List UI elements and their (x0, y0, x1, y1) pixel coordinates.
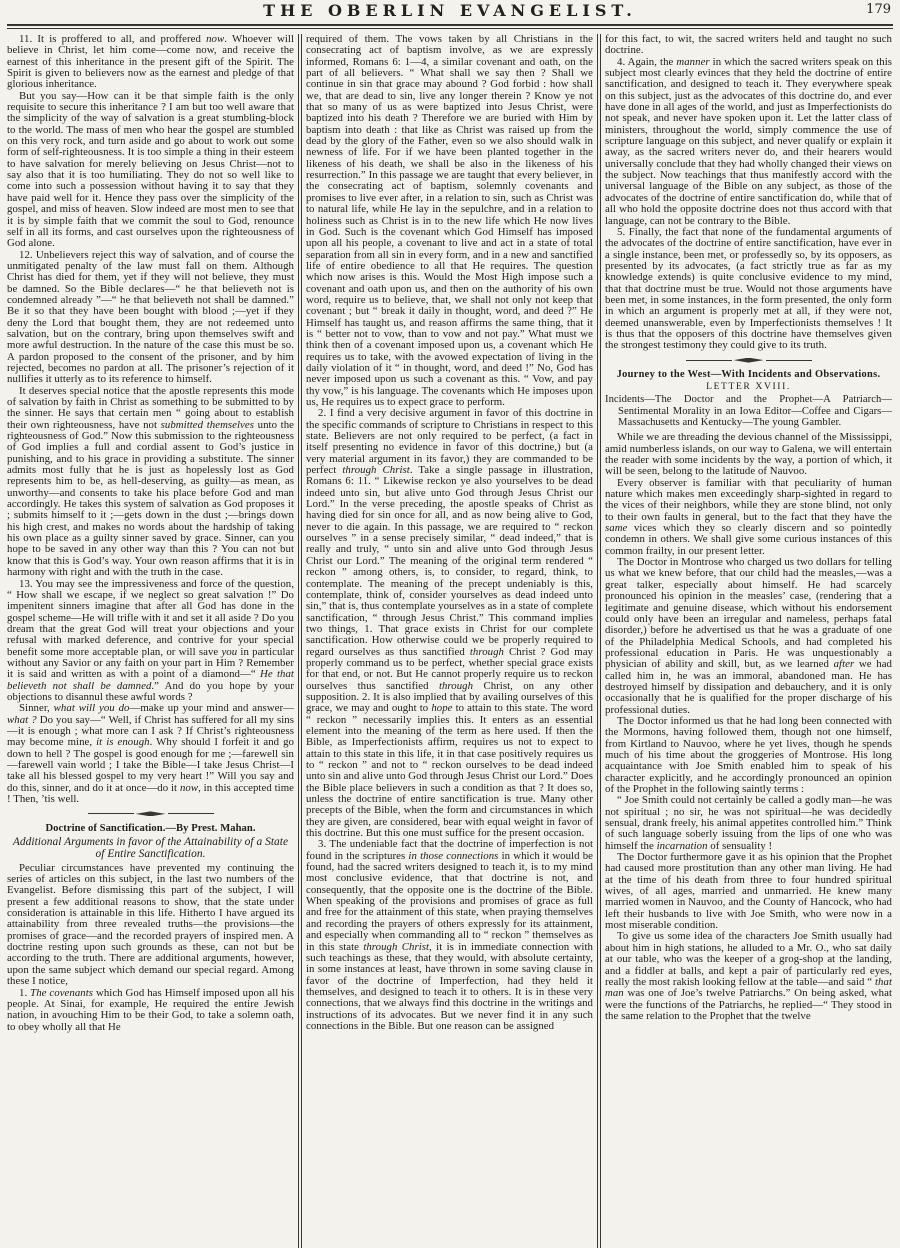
masthead (7, 2, 893, 20)
paragraph: While we are threading the devious channel of the Mississippi, amid numberless islands, on our way to Galena, we will entertain the reader with some incidents by the way, a portion of which, it will be seen, belong to the latitude of Nauvoo. (605, 431, 892, 478)
paragraph: “ Joe Smith could not certainly be called a godly man—he was not spiritual ; no sir, he was not spiritual—he was decidedly sensual, drank freely, his animal appetites controlled him.” Think of such language soberly issuing from the lips of one who was himself the incarnation of sensuality ! (605, 794, 892, 852)
divider-diamond-icon (734, 358, 764, 363)
paragraph: To give us some idea of the characters Joe Smith usually had about him in high stations, he alluded to a Mr. O., who sat daily at our table, who was the keeper of a grog-shop at the landing, and a fiddler at balls, and kept a pair of particularly red eyes, really the most rakish looking fellow at the table—and said “ that man was one of Joe’s twelve Patriarchs.” On being asked, what were the functions of the Patriarchs, he replied—“ They stood in the same relation to the Prophet that the twelve (605, 930, 892, 1022)
letter-heading: LETTER XVIII. (706, 380, 791, 392)
column-3 (605, 34, 892, 1248)
divider-line (686, 360, 732, 361)
page-number: 179 (866, 2, 891, 17)
section-divider (7, 807, 294, 820)
divider-line (88, 813, 134, 814)
paragraph: required of them. The vows taken by all Christians in the consecrating act of baptism involve, as we are expressly informed, Romans 6: 1—4, a similar covenant and oath, on the part of all believers. “ What shall we say then ? Shall we continue in sin that grace may abound ? God forbid : how shall we, that are dead to sin, live any longer therein ? Know ye not that so many of us as were baptized into Jesus Christ, were baptized into his death ? Therefore we are buried with Him by baptism into death : that like as Christ was raised up from the dead by the glory of the Father, even so we also should walk in newness of life. For if we have been planted together in the likeness of his death, we shall be also in the likeness of his resurrection.” In this passage we are taught that every believer, in the consecrating act of baptism, solemnly covenants and promises to live ever after, in a relation to sin, such as Christ was to natural life, while He lay in the sepulchre, and in a relation to holiness such as Christ is in to the new life which He now lives in God. Such is the covenant which God Himself has imposed upon all his people, a covenant to live and act in a state of total separation from all sin in every form, and in a new and sanctified life of entire obedience to all that He requires. The question which now arises is this. Would the Most High impose such a covenant and oath upon us, and then on the authority of his own word, require us to believe, that, we shall not only not keep that covenant ; but “ break it daily in thought, word, and deed ?” He Himself has taught us, and reason affirms the same thing, that it is “ better not to vow, than to vow and not pay.” What must we think then of a covenant imposed upon us, a covenant which He requires us to take, with the avowed expectation of living in the daily violation of it “ in thought, word, and deed !” No, God has never imposed upon us such a covenant as this. “ Vow, and pay thy vow,” is his language. The covenants which He imposes upon us, He requires us to expect grace to perform. (306, 34, 593, 408)
article-summary: Incidents—The Doctor and the Prophet—A Patriarch—Sentimental Morality in an Iowa Editor—Coffee and Cigars—Massachusetts and Kentucky—The young Gambler. (605, 394, 892, 428)
paragraph: for this fact, to wit, the sacred writers held and taught no such doctrine. (605, 34, 892, 57)
paragraph: 5. Finally, the fact that none of the fundamental arguments of the advocates of the doctrine of entire sanctification, have ever in a single instance, been met, or professedly so, by its opposers, as presented by its advocates, (a fact strictly true as far as my knowledge extends) is quite conclusive evidence to my mind, that that doctrine must be true. Would not those arguments have been met, in some instances, in the form presented, the only form in which an argument is properly met at all, if they were not, deemed unanswerable, even by Imperfectionists themselves ! It is thus that the opposers of this doctrine have themselves given the strongest testimony they could give to its truth. (605, 225, 892, 352)
paragraph: The Doctor in Montrose who charged us two dollars for telling us what we knew before, that our child had the measles,—was a great talker, especially about himself. He had scarcely pronounced his opinion in the measles’ case, (rendering that a legitimate and genuine disease, which without his endorsement could only have been an irregular and nameless, perhaps fatal disorder,) before he advertised us that he was a graduate of one of the Philadelphia Medical Schools, and had completed his professional education in Paris. He was unquestionably a physician of ability and skill, but, as we learned after we had called him in, he was an immoral, abandoned man. He has destroyed himself by dissipation and debauchery, and it is only occasionally that he is qualified for the proper discharge of his professional duties. (605, 556, 892, 716)
column-rule (597, 34, 601, 1248)
column-2 (306, 34, 593, 1248)
paragraph: The Doctor furthermore gave it as his opinion that the Prophet had caused more prostitution than any other man living. He had at the time of his death from three to four hundred spiritual wives, of all ages, married and unmarried. He knew many married women in Nauvoo, and the County of Hancock, who had left their husbands to live with Joe Smith, who were now in a most miserable condition. (605, 851, 892, 932)
divider-line (766, 360, 812, 361)
paragraph: Every observer is familiar with that peculiarity of human nature which makes men exceedingly sharp-sighted in regard to the vices of their neighbors, while they are stone blind, not only to their own faults in general, but to the fact that they have the same vices which they so clearly discern and so pointedly condemn in others. We shall give some curious instances of this common frailty, in our present letter. (605, 476, 892, 557)
column-rule (298, 34, 302, 1248)
page-title: THE OBERLIN EVANGELIST. (263, 1, 637, 20)
masthead-double-rule (7, 24, 893, 29)
divider-diamond-icon (136, 811, 166, 816)
section-subheading: Additional Arguments in favor of the Attainability of a State of Entire Sanctification. (12, 835, 289, 861)
column-layout (7, 34, 893, 1248)
paragraph: It deserves special notice that the apostle represents this mode of salvation by faith in Christ as something to be submitted to by the sinner. He says that certain men “ going about to establish their own righteousness, have not submitted themselves unto the righteousness of God.” Now this submission to the righteousness of God implies a full and cordial assent to God’s justice in punishing, and to his grace in providing a substitute. The sinner admits most fully that he is just as hopelessly lost as God represents him to be, as hell-deserving, as guilty—as mean, as unworthy—and consents to take his place before God and man accordingly. He takes this system of salvation as God proposes it ; submits himself to it ;—gets down in the dust ;—brings down his high crest, and makes no words about the hardship of taking his own place as a guilty sinner saved by grace. Sinner, can you hope to be saved in any other way than this ? You can not but know that this is God’s way. Your own reason affirms that it is in harmony with right and with the truth in the case. (7, 384, 294, 579)
paragraph: The Doctor informed us that he had long been connected with the Mormons, having followed them, though not one himself, from Kirtland to Nauvoo, where he yet lives, though he spends much of his time about the groggeries of Montrose. His long acquaintance with Joe Smith enabled him to speak of his character explicitly, and he accordingly pronounced an opinion of the Prophet in the following saintly terms : (605, 714, 892, 795)
paragraph: 2. I find a very decisive argument in favor of this doctrine in the specific commands of scripture to Christians in respect to this state. Believers are not only required to be perfect, (a fact in itself presenting no evidence in favor of this doctrine,) but (a very material argument in its favor,) they are commanded to be perfect through Christ. Take a single passage in illustration, Romans 6: 11. “ Likewise reckon ye also yourselves to be dead indeed unto sin, but alive unto God through Jesus Christ our Lord.” In the verse preceding, the apostle speaks of Christ as having died for sin once for all, and as now being alive to God, never to die again. In this passage, we are required to “ reckon ourselves ” in a sense precisely similar, “ dead indeed,” that is really and truly, “ unto sin and alive unto God through Jesus Christ our Lord.” The meaning of the original term rendered “ reckon ” among others, is, to consider, to regard, think, to contemplate. The meaning of the precept undeniably is this, contemplate, think of, consider yourselves as dead indeed unto sin,” that is, thus contemplate yourselves as in a state of complete sanctification, “ through Jesus Christ.” This command implies two things, 1. That grace exists in Christ for our complete sanctification. How otherwise could we be properly required to regard ourselves as thus sanctified through Christ ? God may properly command us to be perfect, whether special grace exists for that end, or not. But He cannot properly require us to reckon ourselves thus sanctified through Christ, on any other supposition. 2. It is also implied that by availing ourselves of this grace, we may and ought to hope to attain to this state. The word “ reckon ” necessarily implies this. It enters as an essential element into the meaning of the term as here used. If then the Bible, as Imperfectionists affirm, requires us not to expect to attain to this state in this life, it in that case positively requires us to “ reckon ” and not to “ reckon ourselves to be dead indeed unto sin and alive unto God through Jesus Christ our Lord.” Does the Bible place believers in such a condition as that ? It does so, unless the doctrine of entire sanctification is true. Many other precepts of the Bible, when the form and circumstances in which they are given, are considered, bear with equal weight in favor of this doctrine. But this one must suffice for the present occasion. (306, 407, 593, 840)
article-heading: Journey to the West—With Incidents and Observations. (616, 368, 881, 380)
paragraph: 12. Unbelievers reject this way of salvation, and of course the unmitigated penalty of the law must fall on them. Although Christ has died for them, yet if they will not believe, they must be damned. So the Bible declares—“ he that believeth not is condemned already ”—“ he that believeth not shall be damned.” Be it so that they have been bought with blood ;—yet if they deny the Lord that bought them, they are not redeemed unto salvation, but on the contrary, bring upon themselves swift and more awful destruction. In the nature of the case this must be so. A pardon proposed to the consent of the prisoner, and by him rejected, becomes no pardon at all. The prisoner’s rejection of it nullifies it utterly as to its reference to himself. (7, 248, 294, 386)
section-divider (605, 354, 892, 367)
paragraph: Sinner, what will you do—make up your mind and answer—what ? Do you say—“ Well, if Christ has suffered for all my sins—it is enough ; what more can I ask ? If Christ’s righteousness may become mine, it is enough. Why should I forfeit it and go down to hell ? The gospel is good enough for me ;—farewell sin—farewell vain world ; I take the Bible—I take Jesus Christ—I take all his blessed gospel to my very heart !” Will you say and do this, sinner, and do it at once—do it now, in this accepted time ! Then, ’tis well. (7, 702, 294, 806)
divider-line (168, 813, 214, 814)
paragraph: 3. The undeniable fact that the doctrine of imperfection is not found in the scriptures in those connections in which it would be found, had the sacred writers designed to teach it, is to my mind most conclusive evidence, that that doctrine is not, and consequently, that the opposite one is the doctrine of the Bible. When speaking of the provisions and promises of grace as full and free for the attainment of this state, when praying themselves and recording the prayers of others expressly for its attainment, and especially when commanding all to “ reckon ” themselves as in this state through Christ, it is in immediate connection with such teachings as these, that they would, with absolute certainty, in some instances at least, have thrown in some saving clause in favor of the doctrine of Imperfection, had they held it themselves, and designed to teach it to others. It is in these very connections, that we always find this doctrine in the writings and instructions of its advocates. But we never find it in any such connections in the Bible. But one reason can be assigned (306, 838, 593, 1032)
paragraph: But you say—How can it be that simple faith is the only requisite to secure this inheritance ? I am but too well aware that the simplicity of the way of salvation is a great stumbling-block to the world. The mass of men who hear the gospel are stumbled on this very rock, and turn aside and go about to work out some form of self-righteousness. It is too simple a thing in their esteem to have salvation for merely believing on Jesus Christ—not to say also that it is too humiliating. They do not so well like to come into such a possession without having it to say that they have paid well for it. Hence they pass over the simplicity of the gospel, and miss of heaven. Slow indeed are most men to see that it is by simple faith that we commit the soul to God, renounce self in all its forms, and cast ourselves upon the righteousness of God alone. (7, 89, 294, 250)
paragraph: 13. You may see the impressiveness and force of the question, “ How shall we escape, if we neglect so great salvation !” Do impenitent sinners imagine that after all God has done in the gospel scheme—He will trifle with it and set it all aside ? Do you dream that the great God will treat your objections and your refusal with marked deference, and contrive for your special benefit some more acceptable plan, or will save you in particular without any Savior or any faith on your part in Him ? Remember it is said and written as with a point of a diamond—“ He that believeth not shall be damned.” And do you hope by your objections to disannul these awful words ? (7, 577, 294, 703)
column-1 (7, 34, 294, 1248)
paragraph: Peculiar circumstances have prevented my continuing the series of articles on this subject, in the last two numbers of the Evangelist. Before dismissing this part of the subject, I will present a few additional reasons to show, that the state under consideration is attainable in this life. Hitherto I have argued its attainability from three revealed truths—the provisions—the promises of grace—and the recorded prayers of inspired men. A doctrine resting upon such grounds as these, can not but be according to the truth. There are additional arguments, however, upon the same subject which demand our special regard. Among these I notice, (7, 861, 294, 988)
section-heading: Doctrine of Sanctification.—By Prest. Mahan. (45, 823, 256, 835)
paragraph: 11. It is proffered to all, and proffered now. Whoever will believe in Christ, let him come—come now, and receive the earnest of this inheritance in the present gift of the Spirit. The Spirit is given to believers now as the earnest and pledge of that glorious inheritance. (7, 34, 294, 91)
paragraph: 1. The covenants which God has Himself imposed upon all his people. At Sinai, for example, He required the entire Jewish nation, in avouching Him to be their God, to take a solemn oath, to obey wholly all that He (7, 986, 294, 1033)
paragraph: 4. Again, the manner in which the sacred writers speak on this subject most clearly evinces that they held the doctrine of entire sanctification, and designed to teach it. They everywhere speak on this subject, just as the advocates of this doctrine do, and ever have done in all ages of the world, and just as Imperfectionists do not speak, and never have spoken upon it. Let the latter class of ministers, throughout the world, simply commence the use of scripture language on this subject, and never qualify or explain it away, as the sacred writers never do, and their hearers would universally conclude that they had wholly changed their views on the subject. Now teachings that thus manifestly accord with the universal language of the Bible on any subject, as those of the advocates of the doctrine of entire sanctification do, while that of all who hold the opposite doctrine does not thus accord with that language, can not be contrary to the Bible. (605, 55, 892, 227)
